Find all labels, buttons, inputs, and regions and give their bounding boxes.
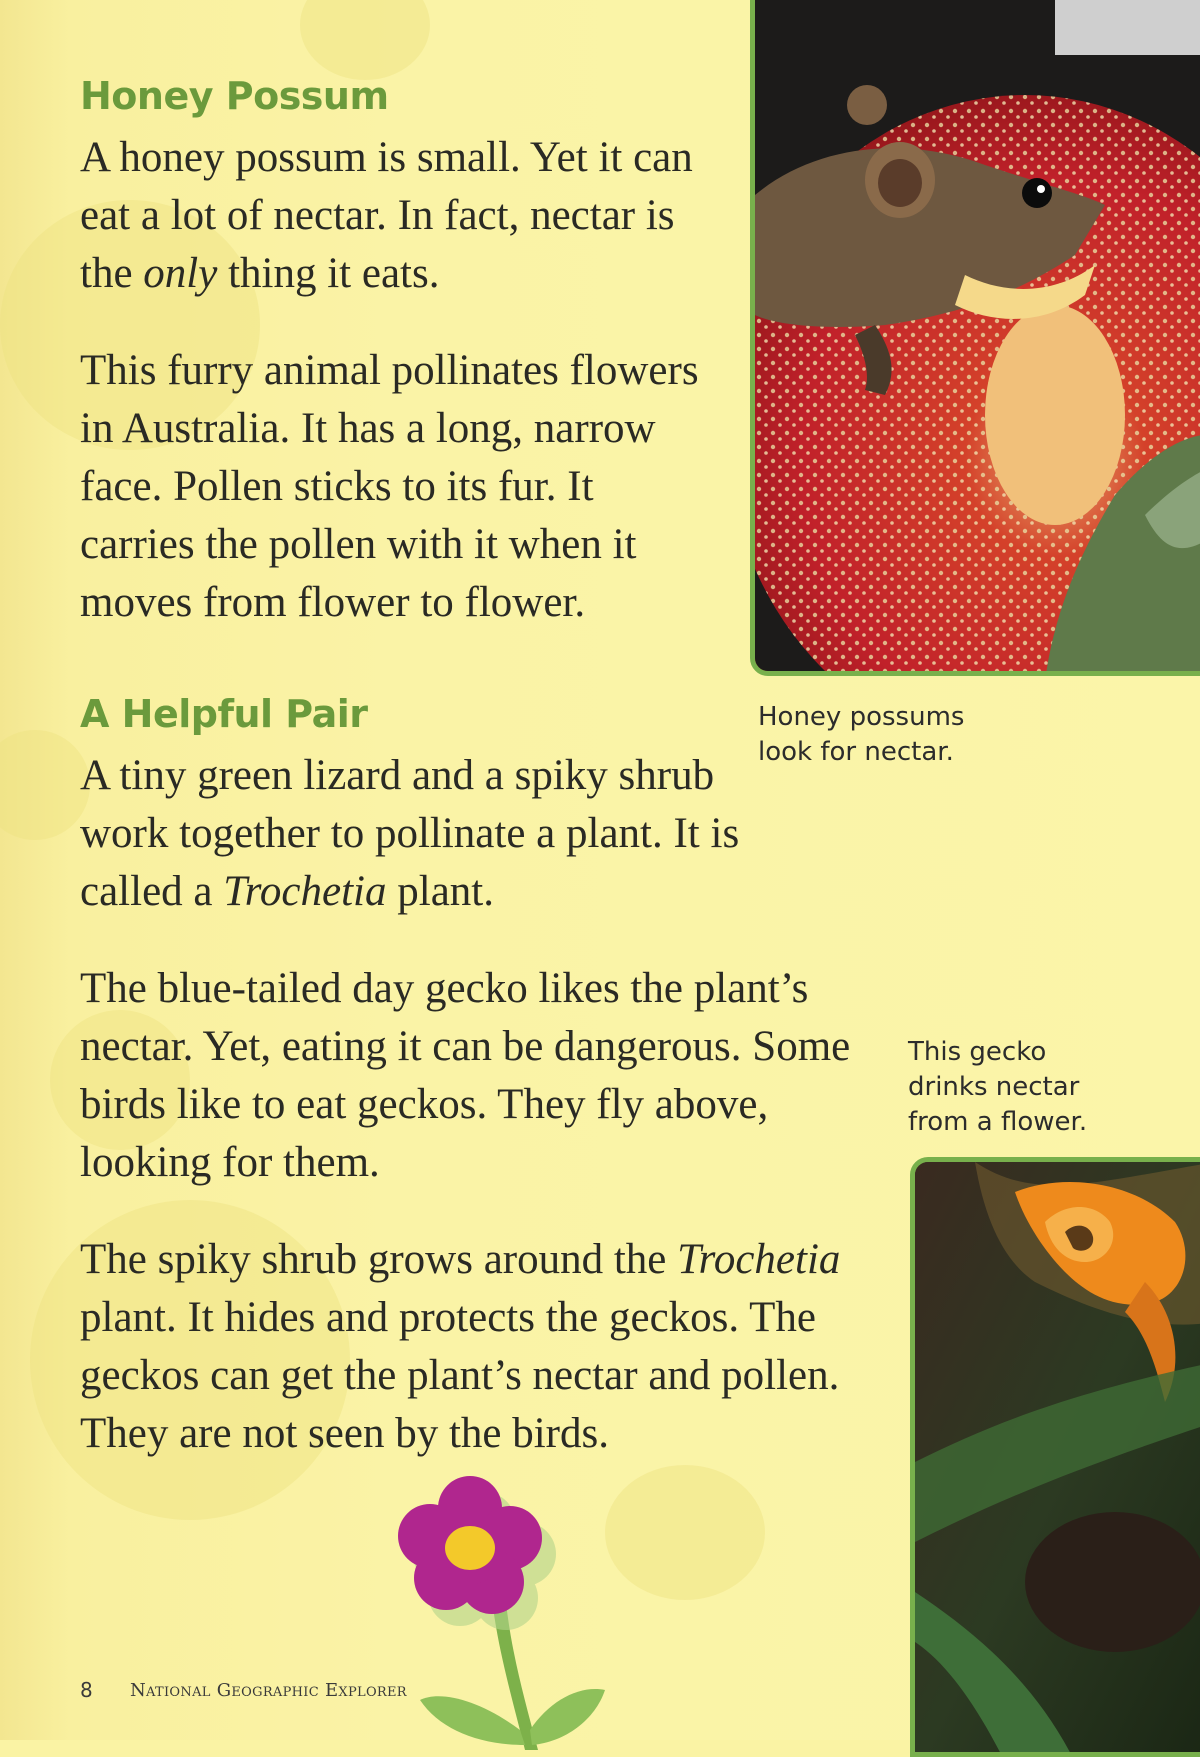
text-line (80, 574, 699, 632)
gecko-flower-photo (910, 1157, 1200, 1757)
text-run: The blue-tailed day gecko likes the plant’s (80, 965, 809, 1012)
text-run: They are not seen by the birds. (80, 1410, 609, 1457)
paragraph (80, 129, 693, 303)
honey-possum-illustration (755, 0, 1200, 676)
text-run: plant. It hides and protects the geckos. The (80, 1294, 816, 1341)
text-line (80, 129, 693, 187)
text-line (80, 1405, 840, 1463)
text-line (80, 805, 739, 863)
text-line (80, 1134, 850, 1192)
text-run: plant. (386, 868, 494, 915)
text-line: Honey possums (758, 702, 965, 732)
text-run: nectar. Yet, eating it can be dangerous. Some (80, 1023, 851, 1070)
text-line (80, 187, 693, 245)
text-run: moves from flower to flower. (80, 579, 586, 626)
paragraph (80, 747, 739, 921)
text-run: the (80, 250, 144, 297)
text-run: in Australia. It has a long, narrow (80, 405, 656, 452)
italic-text: only (143, 250, 218, 297)
caption-gecko (908, 1035, 1087, 1140)
caption-honey-possum (758, 700, 964, 770)
text-line (80, 1289, 840, 1347)
text-run: eat a lot of nectar. In fact, nectar is (80, 192, 675, 239)
text-line: from a flower. (908, 1107, 1088, 1137)
flower-illustration (360, 1460, 660, 1750)
honey-possum-photo (750, 0, 1200, 676)
text-run: carries the pollen with it when it (80, 521, 637, 568)
text-line (80, 400, 699, 458)
text-line: look for nectar. (758, 737, 954, 767)
text-line (80, 1347, 840, 1405)
text-line: This gecko (908, 1037, 1047, 1067)
text-run: face. Pollen sticks to its fur. It (80, 463, 594, 510)
text-run: A tiny green lizard and a spiky shrub (80, 752, 715, 799)
text-run: geckos can get the plant’s nectar and pollen. (80, 1352, 840, 1399)
text-line (80, 516, 699, 574)
text-run: called a (80, 868, 224, 915)
paragraph (80, 960, 850, 1192)
text-line (80, 342, 699, 400)
page-number: 8 (80, 1678, 93, 1702)
text-line (80, 1018, 850, 1076)
italic-text: Trochetia (677, 1236, 841, 1283)
text-run: This furry animal pollinates flowers (80, 347, 699, 394)
text-run: A honey possum is small. Yet it can (80, 134, 693, 181)
gecko-flower-illustration (915, 1162, 1200, 1757)
section-heading-honey-possum: Honey Possum (80, 74, 389, 118)
text-run: looking for them. (80, 1139, 380, 1186)
text-run: work together to pollinate a plant. It is (80, 810, 740, 857)
section-heading-helpful-pair: A Helpful Pair (80, 692, 368, 736)
text-run: thing it eats. (217, 250, 440, 297)
text-line (80, 1231, 840, 1289)
text-line: drinks nectar (908, 1072, 1080, 1102)
italic-text: Trochetia (223, 868, 387, 915)
paragraph (80, 342, 699, 632)
text-run: The spiky shrub grows around the (80, 1236, 678, 1283)
text-line (80, 458, 699, 516)
publication-name: National Geographic Explorer (130, 1680, 407, 1701)
text-line (80, 863, 739, 921)
text-line (80, 960, 850, 1018)
text-line (80, 1076, 850, 1134)
text-line (80, 747, 739, 805)
text-run: birds like to eat geckos. They fly above, (80, 1081, 769, 1128)
text-line (80, 245, 693, 303)
paragraph (80, 1231, 840, 1463)
flower-center (445, 1526, 495, 1570)
